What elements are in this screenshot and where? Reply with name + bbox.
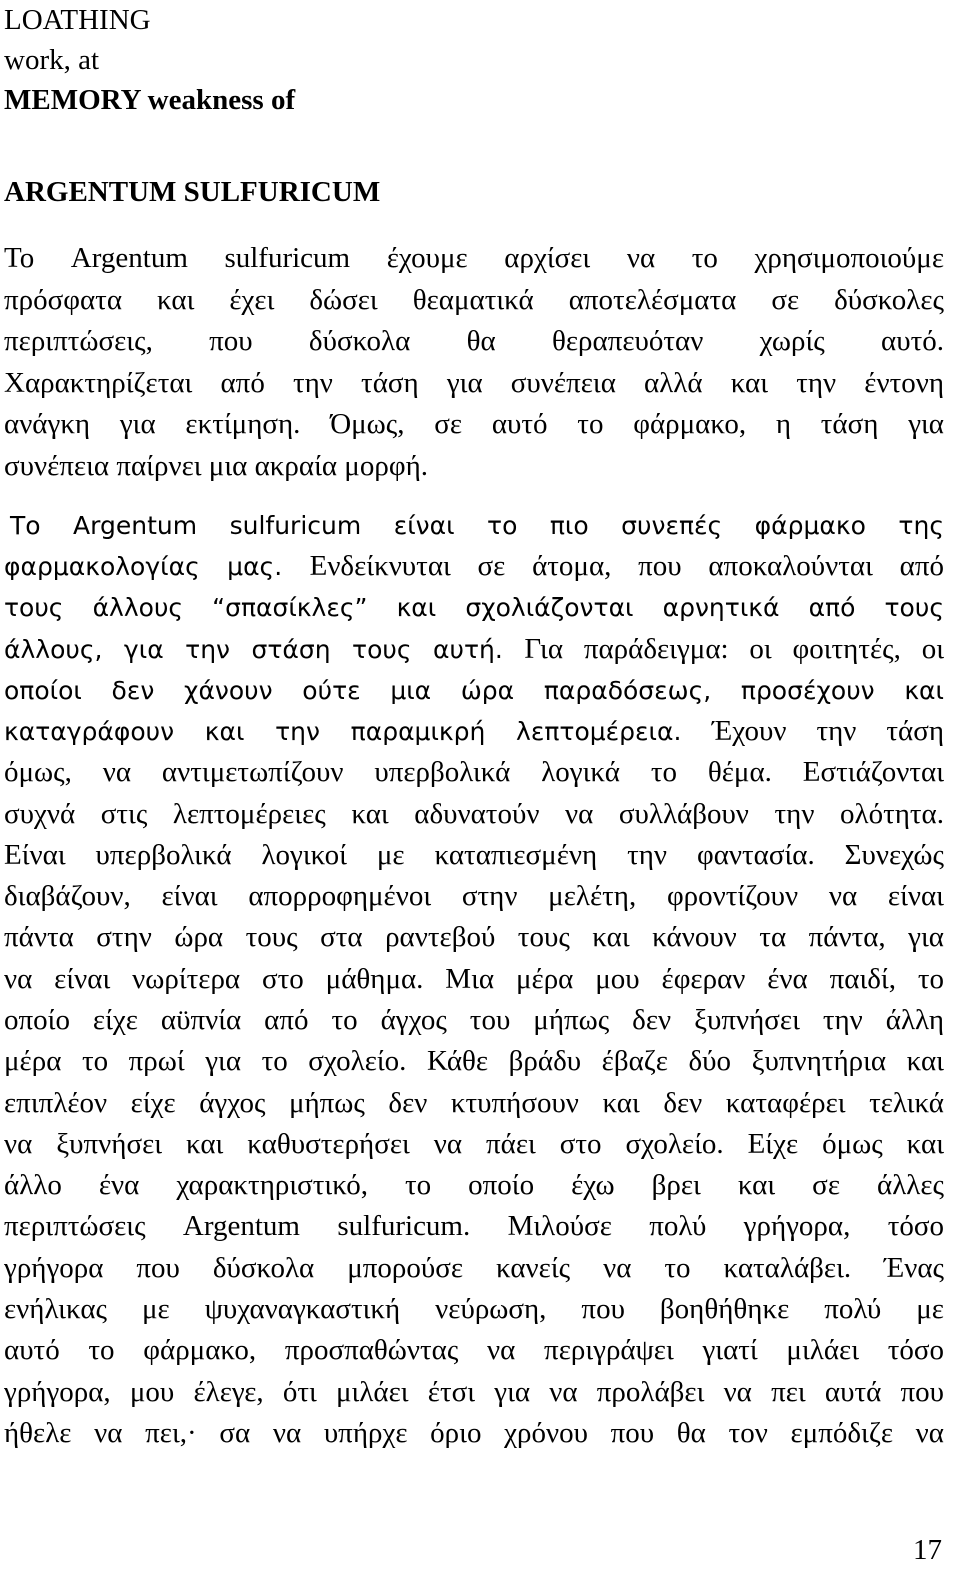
serif-fragment: Για παράδειγμα: οι φοιτητές, οι — [524, 632, 944, 665]
paragraph-line: Χαρακτηρίζεται από την τάση για συνέπεια αλλά και την έντονη — [4, 366, 944, 399]
paragraph-line — [4, 711, 944, 752]
paragraph-line — [4, 546, 944, 587]
document-page — [4, 0, 944, 1454]
paragraph-line: περιπτώσεις, που δύσκολα θα θεραπευόταν χωρίς αυτό. — [4, 325, 944, 357]
paragraph-line: να είναι νωρίτερα στο μάθημα. Μια μέρα μου έφεραν ένα παιδί, το — [4, 962, 944, 995]
header-line-2: work, at — [4, 44, 100, 76]
serif-fragment: Έχουν την τάση — [712, 715, 945, 748]
paragraph-line: άλλο ένα χαρακτηριστικό, το οποίο έχω βρει και σε άλλες — [4, 1169, 944, 1202]
paragraph-2 — [4, 505, 944, 752]
sans-fragment: φαρμακολογίας μας. — [4, 552, 283, 582]
header-line-1: LOATHING — [4, 4, 151, 36]
paragraph-line: διαβάζουν, είναι απορροφημένοι στην μελέτη, φροντίζουν να είναι — [4, 880, 944, 913]
section-title: ARGENTUM SULFURICUM — [4, 176, 381, 208]
paragraph-line: Είναι υπερβολικά λογικοί με καταπιεσμένη την φαντασία. Συνεχώς — [4, 838, 944, 871]
paragraph-line: επιπλέον είχε άγχος μήπως δεν κτυπήσουν και δεν καταφέρει τελικά — [4, 1086, 944, 1119]
paragraph-line: γρήγορα που δύσκολα μπορούσε κανείς να το καταλάβει. Ένας — [4, 1251, 944, 1284]
paragraph-line: Το Argentum sulfuricum είναι το πιο συνεπές φάρμακο της — [10, 511, 944, 540]
paragraph-line: τους άλλους “σπασίκλες” και σχολιάζονται αρνητικά από τους — [4, 593, 944, 623]
paragraph-line: οποίο είχε αϋπνία από το άγχος του μήπως δεν ξυπνήσει την άλλη — [4, 1004, 944, 1036]
paragraph-line: ήθελε να πει,· σα να υπήρχε όριο χρόνου που θα τον εμπόδιζε να — [4, 1416, 944, 1449]
paragraph-line: περιπτώσεις Argentum sulfuricum. Μιλούσε πολύ γρήγορα, τόσο — [4, 1210, 944, 1243]
paragraph-line: να ξυπνήσει και καθυστερήσει να πάει στο σχολείο. Είχε όμως και — [4, 1127, 944, 1160]
paragraph-line: οποίοι δεν χάνουν ούτε μια ώρα παραδόσεως, προσέχουν και — [4, 675, 944, 705]
header-line-3: MEMORY weakness of — [4, 84, 296, 116]
paragraph-line: συνέπεια παίρνει μια ακραία μορφή. — [4, 449, 428, 482]
paragraph-line: ανάγκη για εκτίμηση. Όμως, σε αυτό το φάρμακο, η τάση για — [4, 408, 944, 440]
paragraph-line: αυτό το φάρμακο, προσπαθώντας να περιγράψει γιατί μιλάει τόσο — [4, 1334, 944, 1367]
sans-fragment: καταγράφουν και την παραμικρή λεπτομέρεια. — [4, 717, 682, 747]
paragraph-line: συχνά στις λεπτομέρειες και αδυνατούν να συλλάβουν την ολότητα. — [4, 797, 944, 830]
sans-fragment: άλλους, για την στάση τους αυτή. — [4, 634, 503, 664]
paragraph-line: Το Argentum sulfuricum έχουμε αρχίσει να το χρησιμοποιούμε — [4, 242, 944, 274]
paragraph-line: μέρα το πρωί για το σχολείο. Κάθε βράδυ έβαζε δύο ξυπνητήρια και — [4, 1045, 944, 1078]
paragraph-line: γρήγορα, μου έλεγε, ότι μιλάει έτσι για να προλάβει να πει αυτά που — [4, 1375, 944, 1408]
paragraph-line: όμως, να αντιμετωπίζουν υπερβολικά λογικά το θέμα. Εστιάζονται — [4, 756, 944, 789]
page-number: 17 — [913, 1534, 942, 1566]
header-block — [4, 0, 944, 120]
paragraph-line: πάντα στην ώρα τους στα ραντεβού τους και κάνουν τα πάντα, για — [4, 921, 944, 954]
paragraph-line: πρόσφατα και έχει δώσει θεαματικά αποτελέσματα σε δύσκολες — [4, 283, 944, 316]
serif-fragment: Ενδείκνυται σε άτομα, που αποκαλούνται από — [309, 550, 944, 583]
paragraph-3 — [4, 752, 944, 1454]
paragraph-line: ενήλικας με ψυχαναγκαστική νεύρωση, που βοηθήθηκε πολύ με — [4, 1293, 944, 1326]
paragraph-line — [4, 629, 944, 670]
paragraph-1 — [4, 238, 944, 487]
